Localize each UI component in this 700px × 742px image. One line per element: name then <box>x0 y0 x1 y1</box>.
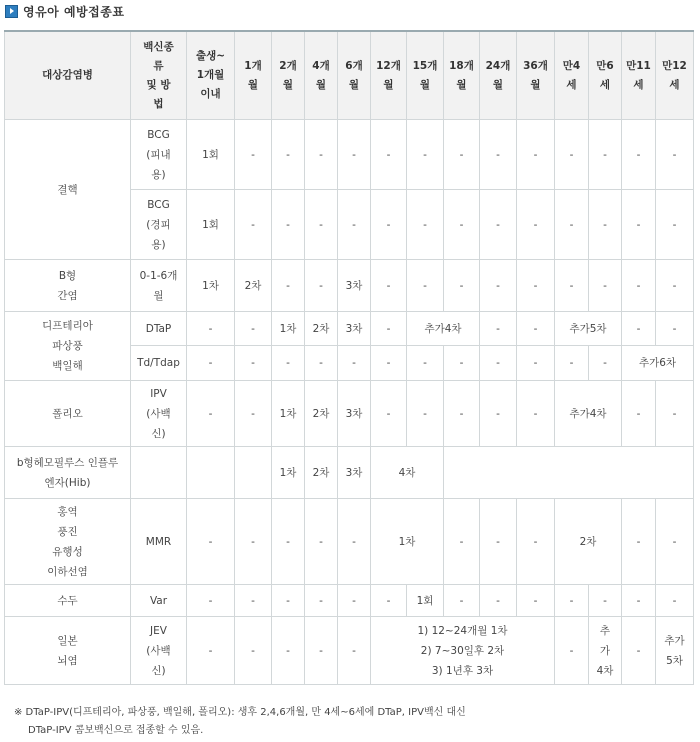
table-cell: - <box>305 260 338 312</box>
table-cell: MMR <box>131 499 187 585</box>
table-cell: - <box>407 346 444 381</box>
table-cell: - <box>272 260 305 312</box>
table-cell: 1차 <box>371 499 444 585</box>
table-cell: - <box>480 120 517 190</box>
table-cell: - <box>589 346 622 381</box>
table-cell: - <box>371 346 407 381</box>
header-age-col: 15개 월 <box>407 31 444 120</box>
header-age-col: 만12 세 <box>656 31 694 120</box>
footnote-line-2: DTaP-IPV 콤보백신으로 접종할 수 있음. <box>28 725 204 736</box>
table-cell: 일본 뇌염 <box>5 617 131 685</box>
table-cell: - <box>622 120 656 190</box>
table-cell <box>444 447 694 499</box>
header-age-col: 만11 세 <box>622 31 656 120</box>
table-cell: - <box>338 617 371 685</box>
table-cell: - <box>555 120 589 190</box>
table-cell: - <box>589 190 622 260</box>
table-cell: - <box>371 120 407 190</box>
table-cell: B형 간염 <box>5 260 131 312</box>
footnote-line-1: ※ DTaP-IPV(디프테리아, 파상풍, 백일해, 폴리오): 생후 2,4,6개월, 만 4세~6세에 DTaP, IPV백신 대신 <box>14 707 466 718</box>
table-cell: - <box>480 585 517 617</box>
table-cell: - <box>305 190 338 260</box>
table-cell: - <box>622 499 656 585</box>
table-cell <box>187 447 235 499</box>
header-age-col: 6개 월 <box>338 31 371 120</box>
table-cell: - <box>338 499 371 585</box>
table-cell: - <box>555 617 589 685</box>
table-cell: - <box>444 499 480 585</box>
table-cell: 1회 <box>187 120 235 190</box>
table-cell: - <box>371 260 407 312</box>
table-row <box>5 312 694 346</box>
header-age-col: 18개 월 <box>444 31 480 120</box>
table-cell: 3차 <box>338 381 371 447</box>
table-cell: - <box>656 381 694 447</box>
table-cell: - <box>235 381 272 447</box>
table-row <box>5 120 694 190</box>
table-cell: 추가6차 <box>622 346 694 381</box>
table-cell: - <box>517 190 555 260</box>
header-age-col: 36개 월 <box>517 31 555 120</box>
table-cell: - <box>480 312 517 346</box>
header-age-col: 출생~ 1개월 이내 <box>187 31 235 120</box>
table-cell: - <box>622 190 656 260</box>
table-cell: - <box>555 260 589 312</box>
table-cell: - <box>272 346 305 381</box>
table-cell: - <box>338 190 371 260</box>
table-cell: - <box>517 585 555 617</box>
page-title-bar <box>5 3 124 19</box>
table-cell: - <box>444 585 480 617</box>
table-cell: - <box>305 585 338 617</box>
table-cell: 결핵 <box>5 120 131 260</box>
table-cell: - <box>555 190 589 260</box>
table-cell: - <box>187 312 235 346</box>
table-cell: - <box>338 120 371 190</box>
table-cell: - <box>517 381 555 447</box>
table-cell: 3차 <box>338 312 371 346</box>
header-age-col: 2개 월 <box>272 31 305 120</box>
footnote <box>14 704 466 740</box>
table-cell: - <box>444 381 480 447</box>
header-age-col: 만4 세 <box>555 31 589 120</box>
table-cell: - <box>656 312 694 346</box>
table-cell: Td/Tdap <box>131 346 187 381</box>
table-cell: - <box>517 346 555 381</box>
table-cell: - <box>272 617 305 685</box>
table-row <box>5 585 694 617</box>
table-cell: - <box>338 585 371 617</box>
table-cell: JEV (사백 신) <box>131 617 187 685</box>
table-cell: - <box>407 381 444 447</box>
table-cell: 디프테리아 파상풍 백일해 <box>5 312 131 381</box>
header-vaccine: 백신종 류 및 방 법 <box>131 31 187 120</box>
table-cell: - <box>555 585 589 617</box>
table-cell: 2차 <box>305 381 338 447</box>
table-cell: 4차 <box>371 447 444 499</box>
header-age-col: 만6 세 <box>589 31 622 120</box>
table-cell: - <box>272 585 305 617</box>
table-cell: - <box>656 260 694 312</box>
header-age-col: 1개 월 <box>235 31 272 120</box>
title-bullet-icon <box>5 5 18 18</box>
table-cell: 수두 <box>5 585 131 617</box>
table-cell: 2차 <box>305 447 338 499</box>
table-cell: - <box>517 312 555 346</box>
table-cell: - <box>444 346 480 381</box>
table-cell: 1차 <box>272 447 305 499</box>
table-cell: - <box>235 585 272 617</box>
table-cell: - <box>444 120 480 190</box>
table-cell: 1차 <box>272 381 305 447</box>
table-cell: - <box>187 346 235 381</box>
table-cell: - <box>589 585 622 617</box>
table-cell: - <box>517 120 555 190</box>
table-cell: BCG (피내 용) <box>131 120 187 190</box>
table-cell: - <box>371 312 407 346</box>
table-cell: - <box>480 346 517 381</box>
table-cell: - <box>407 120 444 190</box>
table-row <box>5 499 694 585</box>
table-cell: - <box>656 120 694 190</box>
table-row <box>5 617 694 685</box>
header-disease: 대상감염병 <box>5 31 131 120</box>
table-cell: - <box>371 190 407 260</box>
vaccination-schedule-table <box>4 30 694 685</box>
table-cell: - <box>371 381 407 447</box>
table-cell <box>131 447 187 499</box>
table-cell: 2차 <box>555 499 622 585</box>
table-cell: - <box>589 120 622 190</box>
table-cell: IPV (사백 신) <box>131 381 187 447</box>
table-cell: 3차 <box>338 447 371 499</box>
table-cell: - <box>187 381 235 447</box>
table-cell: - <box>622 260 656 312</box>
table-cell: - <box>235 499 272 585</box>
table-cell: 3차 <box>338 260 371 312</box>
table-cell: 1차 <box>187 260 235 312</box>
table-cell: - <box>517 260 555 312</box>
table-cell: - <box>305 499 338 585</box>
table-cell: - <box>656 585 694 617</box>
table-cell: - <box>407 190 444 260</box>
header-age-col: 4개 월 <box>305 31 338 120</box>
table-cell: 폴리오 <box>5 381 131 447</box>
table-cell: - <box>187 585 235 617</box>
table-cell: - <box>305 120 338 190</box>
table-cell: - <box>235 312 272 346</box>
table-row <box>5 260 694 312</box>
table-cell: 추 가 4차 <box>589 617 622 685</box>
table-cell: - <box>622 585 656 617</box>
table-cell: - <box>444 260 480 312</box>
table-cell: - <box>187 617 235 685</box>
table-cell: 추가 5차 <box>656 617 694 685</box>
table-cell: - <box>622 617 656 685</box>
table-cell: 1) 12~24개월 1차 2) 7~30일후 2차 3) 1년후 3차 <box>371 617 555 685</box>
table-cell: - <box>555 346 589 381</box>
table-body <box>5 120 694 685</box>
table-cell: 1회 <box>187 190 235 260</box>
table-cell: - <box>305 617 338 685</box>
table-cell: 홍역 풍진 유행성 이하선염 <box>5 499 131 585</box>
table-cell: - <box>235 617 272 685</box>
table-cell: b형헤모필루스 인플루 엔자(Hib) <box>5 447 131 499</box>
table-cell: 2차 <box>235 260 272 312</box>
table-cell: - <box>272 120 305 190</box>
table-cell: - <box>656 190 694 260</box>
table-cell: - <box>235 346 272 381</box>
table-cell: - <box>235 190 272 260</box>
table-cell: 1회 <box>407 585 444 617</box>
table-cell: 추가4차 <box>555 381 622 447</box>
table-cell: - <box>444 190 480 260</box>
table-cell: - <box>622 312 656 346</box>
table-row <box>5 381 694 447</box>
table-cell: - <box>338 346 371 381</box>
header-age-col: 24개 월 <box>480 31 517 120</box>
table-cell: DTaP <box>131 312 187 346</box>
table-cell: - <box>656 499 694 585</box>
table-cell: 1차 <box>272 312 305 346</box>
table-cell: - <box>407 260 444 312</box>
table-cell: - <box>622 381 656 447</box>
page-title: 영유아 예방접종표 <box>23 4 125 19</box>
table-cell: - <box>272 499 305 585</box>
table-row <box>5 447 694 499</box>
table-cell: 0-1-6개 월 <box>131 260 187 312</box>
table-cell: - <box>272 190 305 260</box>
table-header-row <box>5 31 694 120</box>
header-age-col: 12개 월 <box>371 31 407 120</box>
table-cell: - <box>480 499 517 585</box>
table-cell: 2차 <box>305 312 338 346</box>
table-cell: - <box>305 346 338 381</box>
table-cell <box>235 447 272 499</box>
table-cell: Var <box>131 585 187 617</box>
table-cell: 추가5차 <box>555 312 622 346</box>
table-cell: - <box>589 260 622 312</box>
table-cell: - <box>235 120 272 190</box>
table-cell: - <box>480 381 517 447</box>
table-cell: - <box>371 585 407 617</box>
table-cell: BCG (경피 용) <box>131 190 187 260</box>
table-cell: - <box>480 190 517 260</box>
table-cell: 추가4차 <box>407 312 480 346</box>
table-cell: - <box>187 499 235 585</box>
table-cell: - <box>517 499 555 585</box>
table-cell: - <box>480 260 517 312</box>
